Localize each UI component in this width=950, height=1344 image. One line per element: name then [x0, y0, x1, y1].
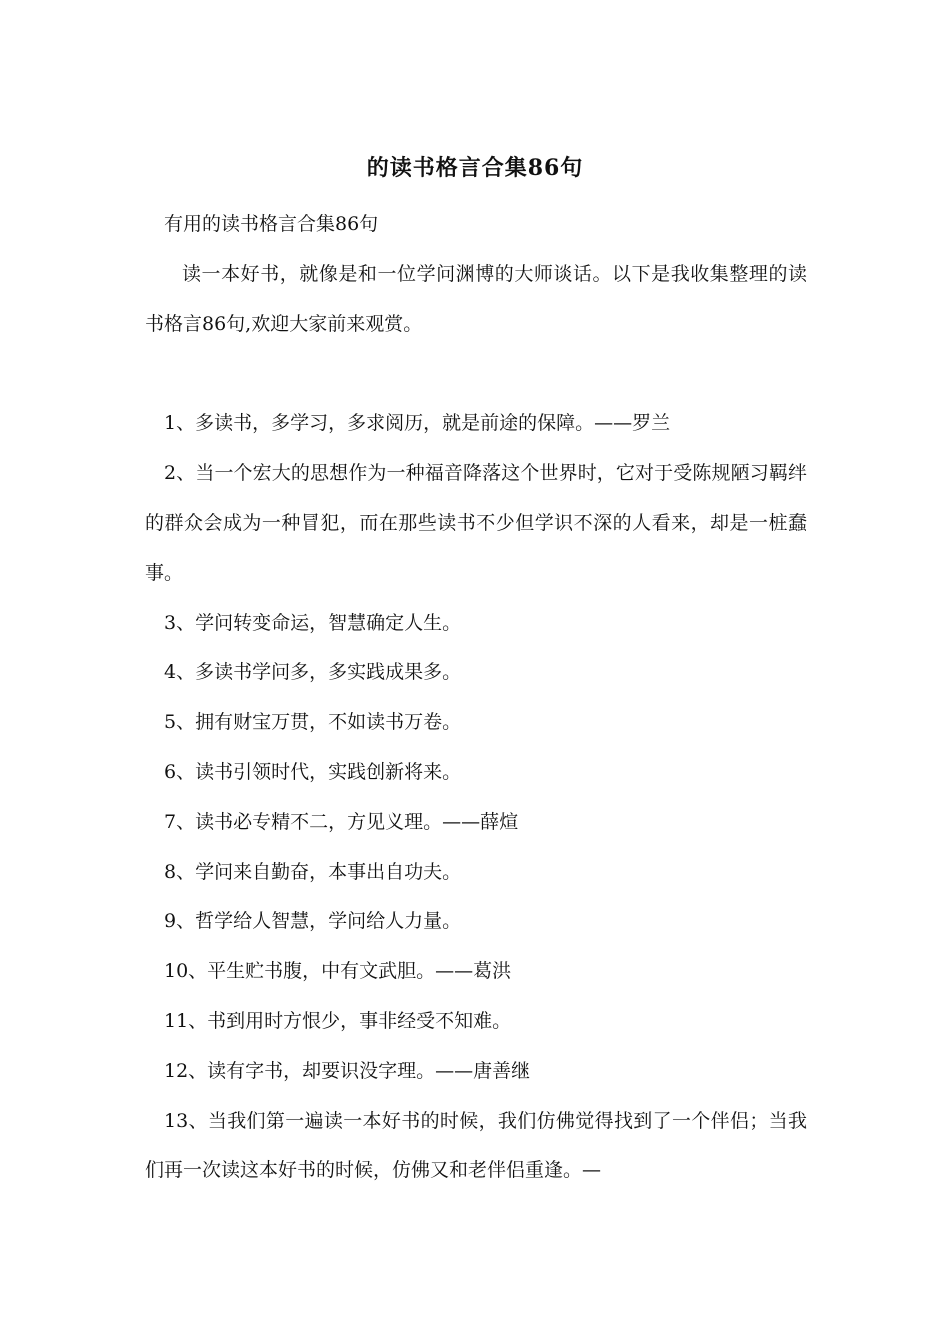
quote-item: 9、哲学给人智慧，学问给人力量。 [164, 910, 462, 933]
document-subtitle: 有用的读书格言合集86句 [164, 213, 379, 235]
document-body [145, 250, 807, 1196]
document-title: 的读书格言合集86句 [366, 155, 584, 181]
quote-item: 5、拥有财宝万贯，不如读书万卷。 [164, 711, 462, 734]
intro-paragraph: 读一本好书，就像是和一位学问渊博的大师谈话。以下是我收集整理的读书格言86句,欢迎大家前来观赏。 [145, 263, 807, 335]
quote-item: 6、读书引领时代，实践创新将来。 [164, 760, 462, 783]
quote-item: 10、平生贮书腹，中有文武胆。——葛洪 [164, 960, 512, 983]
quote-item: 2、当一个宏大的思想作为一种福音降落这个世界时，它对于受陈规陋习羁绊的群众会成为一种冒犯，而在那些读书不少但学识不深的人看来，却是一桩蠢事。 [145, 462, 807, 584]
quote-item: 3、学问转变命运，智慧确定人生。 [164, 611, 462, 634]
quote-item: 8、学问来自勤奋，本事出自功夫。 [164, 860, 462, 883]
quote-item: 13、当我们第一遍读一本好书的时候，我们仿佛觉得找到了一个伴侣；当我们再一次读这本好书的时候，仿佛又和老伴侣重逢。— [145, 1109, 807, 1182]
quote-item: 7、读书必专精不二，方见义理。——薛煊 [164, 810, 519, 833]
blank-line [145, 350, 807, 400]
quote-item: 4、多读书学问多，多实践成果多。 [164, 661, 462, 684]
quote-item: 11、书到用时方恨少，事非经受不知难。 [164, 1009, 512, 1032]
quote-item: 12、读有字书，却要识没字理。——唐善继 [164, 1059, 531, 1082]
quote-item: 1、多读书，多学习，多求阅历，就是前途的保障。——罗兰 [164, 412, 671, 435]
